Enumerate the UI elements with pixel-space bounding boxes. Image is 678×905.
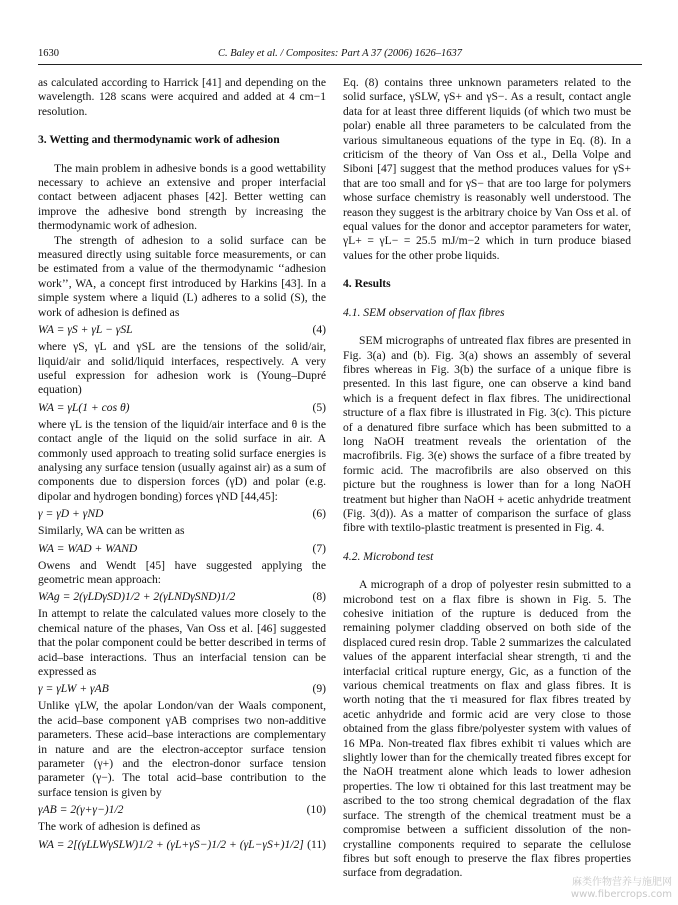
- equation-number: (10): [306, 803, 326, 817]
- equation-6: [38, 504, 326, 524]
- equation-text: γ = γLW + γAB: [38, 682, 109, 696]
- subsection-heading: 4.2. Microbond test: [343, 549, 434, 563]
- watermark: [571, 877, 672, 901]
- paragraph: The main problem in adhesive bonds is a good wettability necessary to achieve an extensive and proper interfacial contact between adjacent phases [42]. Better wetting can improve the adhesive bond strength by increasing the thermodynamic work of adhesion.: [38, 161, 326, 233]
- page-header: [38, 48, 642, 62]
- equation-8: [38, 587, 326, 607]
- equation-number: (7): [312, 541, 326, 555]
- header-rule: [38, 64, 642, 65]
- equation-9: [38, 679, 326, 699]
- equation-number: (5): [312, 400, 326, 414]
- right-column: [343, 76, 631, 881]
- left-column: [38, 76, 326, 855]
- paragraph: Unlike γLW, the apolar London/van der Waals component, the acid–base component γAB comprises two non-additive parameters. These acid–base interactions are complementary in nature and are the electron-acceptor surface tension parameter (γ+) and the electron-donor surface tension parameter (γ−). The total acid–base contribution to the surface tension is given by: [38, 699, 326, 799]
- paragraph: SEM micrographs of untreated flax fibres are presented in Fig. 3(a) and (b). Fig. 3(a) shows an assembly of several fibres whereas in Fig. 3(b) the surface of a unique fibre is presented. In this last figure, one can observe a kind band which is a frequent defect in flax fibres. The unidirectional structure of a flax fibre is illustrated in Fig. 3(c). This picture of a denatured fibre surface which has been submitted to a long NaOH treatment reveals the orientation of the macrofibrils. Fig. 3(e) shows the surface of a fibre treated by formic acid. The macrofibrils are also observed on this picture but the roughness is lower than for a long NaOH treatment but higher than NaOH + acetic anhydride treatment (Fig. 3(d)). As a matter of comparison the surface of glass fibre with textilo-plastic treatment is presented in Fig. 4.: [343, 334, 631, 535]
- equation-7: [38, 539, 326, 559]
- equation-text: WAg = 2(γLDγSD)1/2 + 2(γLNDγSND)1/2: [38, 590, 236, 604]
- equation-number: (8): [312, 590, 326, 604]
- equation-text: γ = γD + γND: [38, 507, 104, 521]
- equation-text: WA = WAD + WAND: [38, 541, 138, 555]
- equation-number: (6): [312, 507, 326, 521]
- paragraph: where γL is the tension of the liquid/air interface and θ is the contact angle of the liquid on the solid surface in air. A commonly used approach to treating solid surface energies is analysing any surface tension (usually against air) as a sum of components due to dispersion forces (γD) and polar (e.g. dipolar and hydrogen bonding) forces γND [44,45]:: [38, 417, 326, 503]
- equation-text: WA = γL(1 + cos θ): [38, 400, 130, 414]
- equation-number: (11): [307, 837, 326, 851]
- paragraph: as calculated according to Harrick [41] and depending on the wavelength. 128 scans were acquired and added at 4 cm−1 resolution.: [38, 76, 326, 118]
- equation-number: (9): [312, 682, 326, 696]
- running-title: C. Baley et al. / Composites: Part A 37 (2006) 1626–1637: [217, 48, 462, 59]
- watermark-line: 麻类作物营养与施肥网: [572, 877, 672, 888]
- watermark-line: www.fibercrops.com: [570, 889, 672, 900]
- paragraph: Similarly, WA can be written as: [38, 524, 185, 538]
- equation-4: [38, 320, 326, 340]
- equation-10: [38, 800, 326, 820]
- page-number: 1630: [38, 48, 59, 59]
- equation-5: [38, 398, 326, 418]
- equation-text: WA = γS + γL − γSL: [38, 323, 133, 337]
- paragraph: A micrograph of a drop of polyester resin submitted to a microbond test on a flax fibre is shown in Fig. 5. The cohesive initiation of the rupture is deduced from the remaining polymer cladding observed on both side of the displaced cured resin drop. Table 2 summarizes the calculated values of the apparent interfacial shear strength, τi and the interfacial critical rupture energy, Gic, as a function of the various chemical treatments on flax and glass fibres. It is worth noting that the τi measured for flax fibres treated by acetic anhydride and formic acid are very close to those obtained from the glass fibre/polyester system with values of 16 MPa. Non-treated flax fibres exhibit τi values which are slightly lower than for the chemically treated fibres except for the NaOH treatment alone which leads to lower adhesion properties. The low τi obtained for this last treatment may be ascribed to the too strong chemical degradation of the flax surface. The strength of the chemical treatment must be a compromise between a sufficient dissolution of the non-crystalline components required to separate the cellulose fibres but soft enough to preserve the flax fibres properties surface from degradation.: [343, 578, 631, 880]
- paragraph: In attempt to relate the calculated values more closely to the chemical nature of the phases, Van Oss et al. [46] suggested that the polar component could be better described in terms of acid–base interactions. Thus an interfacial tension can be expressed as: [38, 607, 326, 678]
- equation-11: [38, 835, 326, 855]
- paragraph: Eq. (8) contains three unknown parameters related to the solid surface, γSLW, γS+ and γS−. As a result, contact angle data for at least three different liquids (of which two must be polar) enable all three parameters to be calculated from the various simultaneous equations of the type in Eq. (8). In a criticism of the theory of Van Oss et al., Della Volpe and Siboni [47] suggest that the method produces values for γS+ that are too small and for γS− that are too large for polymers whose surface chemistry is reasonably well understood. The reason they suggest is the arbitrary choice by Van Oss et al. of equal values for the donor and acceptor parameters for water, γL+ = γL− = 25.5 mJ/m−2 which in turn produce biased values for the other probe liquids.: [343, 76, 631, 262]
- section-heading: 3. Wetting and thermodynamic work of adhesion: [38, 133, 280, 147]
- equation-number: (4): [312, 323, 326, 337]
- paragraph: The strength of adhesion to a solid surface can be measured directly using suitable force measurements, or can be estimated from a value of the thermodynamic ‘‘adhesion work’’, WA, a concept first introduced by Harkins [43]. In a simple system where a liquid (L) adheres to a solid (S), the work of adhesion is defined as: [38, 233, 326, 319]
- paragraph: Owens and Wendt [45] have suggested applying the geometric mean approach:: [38, 558, 326, 586]
- paragraph: The work of adhesion is defined as: [38, 820, 201, 834]
- equation-text: WA = 2[(γLLWγSLW)1/2 + (γL+γS−)1/2 + (γL−γS+)1/2]: [38, 837, 304, 851]
- section-heading: 4. Results: [343, 277, 391, 291]
- paragraph: where γS, γL and γSL are the tensions of the solid/air, liquid/air and solid/liquid interfaces, respectively. A very useful expression for adhesion work is (Young–Dupré equation): [38, 340, 326, 397]
- equation-text: γAB = 2(γ+γ−)1/2: [38, 803, 124, 817]
- subsection-heading: 4.1. SEM observation of flax fibres: [343, 305, 505, 319]
